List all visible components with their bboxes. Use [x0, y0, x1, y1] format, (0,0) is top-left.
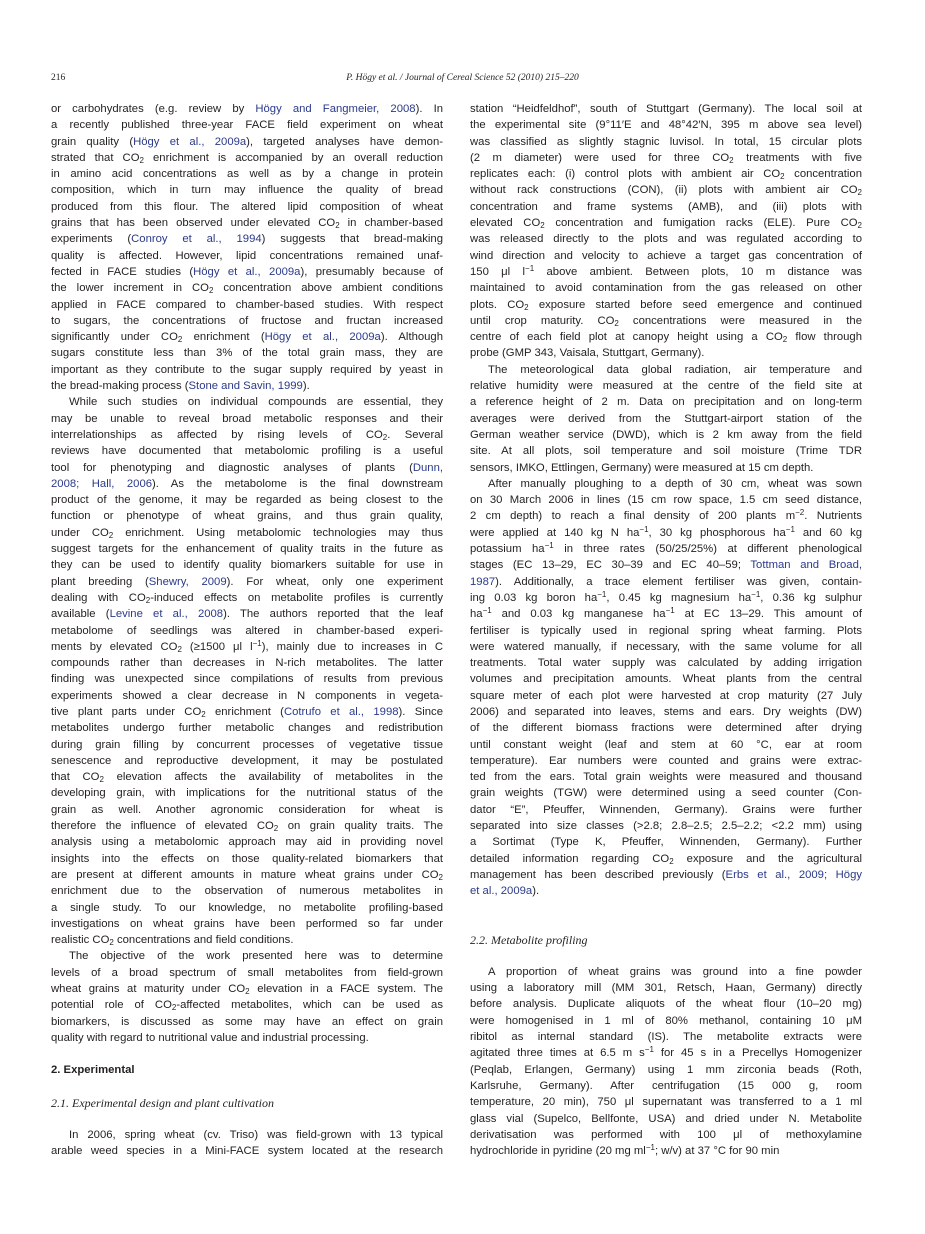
subsection-heading-design: 2.1. Experimental design and plant cultivation — [51, 1095, 274, 1110]
text-line: significantly under $CO_2$ enrichment (Högy et al., 2009a). Although — [51, 331, 443, 345]
text-line: analysis using a metabolomic approach may aid in providing novel — [51, 836, 443, 849]
superscript: −1 — [597, 589, 607, 599]
subscript: 2 — [171, 1003, 177, 1013]
text-line: In 2006, spring wheat (cv. Triso) was field-grown with 13 typical — [69, 1128, 443, 1141]
text-line: probe (GMP 343, Vaisala, Stuttgart, Germany). — [470, 347, 705, 360]
text-line: centre of each field plot at canopy height using a $CO_2$ flow through — [470, 331, 862, 345]
text-line: concentration and frame systems (AMB), and (iii) plots with — [470, 200, 862, 213]
superscript: −1 — [525, 263, 535, 273]
superscript: −1 — [644, 1045, 654, 1055]
running-header — [51, 73, 874, 87]
text-line: agitated three times at 6.5 m $s^{-1}$ for 45 s in a Precellys Homogenizer — [470, 1045, 862, 1060]
text-line: realistic $CO_2$ concentrations and field conditions. — [51, 934, 294, 948]
text-line: tive plant parts under $CO_2$ enrichment (Cotrufo et al., 1998). Since — [51, 705, 443, 719]
text-line: (Peqlab, Erlangen, Germany) using 1 mm zirconia beads (Roth, — [470, 1063, 862, 1076]
text-line: to sugars, the concentrations of fructose and fructan increased — [51, 314, 443, 327]
text-line: during grain filling by concurrent processes of vegetative tissue — [51, 738, 443, 751]
text-line: were homogenised in 1 ml of 80% methanol, containing 10 μM — [470, 1014, 862, 1027]
left-after-text — [51, 1127, 443, 1160]
text-line: metabolites undergo further metabolic changes and redistribution — [51, 722, 443, 735]
superscript: −1 — [645, 1143, 655, 1153]
citation-link[interactable]: Högy and Fangmeier, 2008 — [255, 103, 416, 115]
right-column — [470, 101, 862, 1159]
text-line: of the different biomass fractions were determined after drying — [470, 722, 862, 735]
text-line: finding was unexpected since compilations of results from previous — [51, 673, 443, 686]
text-line: senescence and reproductive development, it may be postulated — [51, 754, 443, 767]
subscript: 2 — [208, 286, 214, 296]
text-line: separated into size classes (>2.8; 2.8–2.5; 2.5–2.2; <2.2 mm) using — [470, 820, 862, 833]
citation-link[interactable]: Levine et al., 2008 — [109, 608, 224, 621]
subscript: 2 — [177, 644, 182, 654]
text-line: dator “E”, Pfeuffer, Winnenden, Germany). Grains were further — [470, 803, 862, 816]
subscript: 2 — [857, 221, 862, 231]
citation-link[interactable]: Högy et al., 2009a — [133, 135, 247, 148]
text-line: ing 0.03 kg boron $ha^{-1}$, 0.45 kg magnesium $ha^{-1}$, 0.36 kg sulphur — [470, 589, 862, 604]
subscript: 2 — [108, 530, 114, 540]
subscript: 2 — [99, 775, 104, 785]
citation-link[interactable]: Högy et al., 2009a — [264, 331, 381, 344]
text-line: before analysis. Duplicate aliquots of the wheat flour (10–20 mg) — [470, 998, 862, 1011]
text-line: German weather service (DWD), which is 2 km away from the field — [470, 428, 862, 441]
text-line: wind direction and velocity to achieve a target gas concentration of — [470, 249, 862, 262]
text-line: produced from this flour. The altered lipid composition of wheat — [51, 200, 443, 213]
text-line: averages were derived from the Stuttgart-airport station of the — [470, 412, 862, 425]
text-line: sugars constitute less than 3% of the total grain mass, they are — [51, 347, 443, 360]
text-line: derivatisation was performed with 100 μl of methoxylamine — [470, 1128, 862, 1141]
text-line: without rack constructions (CON), (ii) plots with ambient air $CO_2$ — [470, 184, 862, 198]
text-line: therefore the influence of elevated $CO_2$ on grain quality traits. The — [51, 820, 443, 834]
citation-link[interactable]: 1987 — [470, 575, 496, 588]
text-line: $ha^{-1}$ and 0.03 kg manganese $ha^{-1}$ at EC 13–29. This amount of — [470, 606, 862, 621]
text-line: metabolome of seedlings was altered in chamber-based experi- — [51, 624, 443, 637]
text-line: volumes and precipitation amounts. Wheat plants from the central — [470, 673, 862, 686]
text-line: function or phenotype of wheat grains, and thus grain quality, — [51, 510, 443, 523]
superscript: −1 — [252, 638, 262, 648]
subscript: 2 — [614, 318, 619, 328]
text-line: grain as well. Another agronomic consideration for wheat is — [51, 803, 443, 816]
page-number: 216 — [51, 73, 66, 83]
subsection-heading-metabolite-profiling: 2.2. Metabolite profiling — [470, 932, 588, 947]
text-line: sensors, IMKO, Ettlingen, Germany) were measured at 15 cm depth. — [470, 461, 814, 474]
text-line: may be unable to reveal broad metabolic responses and their — [51, 412, 443, 425]
text-line: were watered manually, if necessary, with the same volume for all — [470, 640, 862, 653]
text-line: 2 cm depth) to reach a final density of 200 plants $m^{-2}$. Nutrients — [470, 508, 862, 523]
text-line: potential role of $CO_2$-affected metabolites, which can be used as — [51, 999, 443, 1013]
text-line: 2006) and separated into leaves, stems and ears. Dry weights (DW) — [470, 705, 862, 718]
text-line: Karlsruhe, Germany). After centrifugation (15 000 g, room — [470, 1079, 862, 1092]
text-line: maintained to avoid contamination from the gas released on other — [470, 282, 862, 295]
text-line: experiments (Conroy et al., 1994) suggests that bread-making — [51, 233, 443, 246]
subscript: 2 — [729, 155, 734, 165]
text-line: grain quality (Högy et al., 2009a), targeted analyses have demon- — [51, 135, 443, 148]
subscript: 2 — [109, 938, 114, 948]
text-line: glass vial (Supelco, Bellfonte, USA) and dried under N. Metabolite — [470, 1112, 862, 1125]
running-title: P. Högy et al. / Journal of Cereal Science 52 (2010) 215–220 — [346, 73, 579, 83]
subscript: 2 — [782, 335, 788, 345]
citation-link[interactable]: Högy et al., 2009a — [193, 265, 301, 278]
subscript: 2 — [145, 595, 151, 605]
text-line: developing grain, with implications for the nutritional status of the — [51, 787, 443, 800]
text-line: grains that has been observed under elevated $CO_2$ in chamber-based — [51, 217, 443, 231]
text-line: the experimental site (9°11′E and 48°42′N, 395 m above sea level) — [470, 119, 862, 132]
text-line: The meteorological data global radiation, air temperature and — [488, 363, 862, 376]
text-line: wheat grains at maturity under $CO_2$ elevation in a FACE system. The — [51, 983, 443, 997]
text-line: hydrochloride in pyridine (20 mg $ml^{-1}$; w/v) at 37 °C for 90 min — [470, 1143, 780, 1158]
text-line: a recently published three-year FACE field experiment on wheat — [51, 119, 443, 132]
text-line: The objective of the work presented here was to determine — [69, 950, 443, 963]
text-line: replicates each: (i) control plots with ambient air $CO_2$ concentration — [470, 168, 862, 182]
text-line: on 30 March 2006 in lines (15 cm row space, 1.5 cm seed distance, — [470, 494, 862, 507]
text-line: enrichment due to the observation of numerous metabolites in — [51, 885, 443, 898]
citation-link[interactable]: 2008; Hall, 2006 — [51, 477, 153, 490]
text-line: elevated $CO_2$ concentration and fumigation racks (ELE). Pure $CO_2$ — [470, 217, 862, 231]
subscript: 2 — [245, 987, 250, 997]
text-line: fertiliser is typically used in regional spring wheat farming. Plots — [470, 624, 862, 637]
text-line: interrelationships as affected by rising levels of $CO_2$. Several — [51, 428, 444, 442]
text-line: the lower increment in $CO_2$ concentration above ambient conditions — [51, 282, 444, 296]
spacer — [470, 948, 862, 964]
text-line: ted from the ears. Total grain weights were measured and thousand — [470, 771, 862, 784]
text-line: site. At all plots, soil temperature and soil moisture (Trime TDR — [470, 445, 862, 458]
text-line: potassium $ha^{-1}$ in three rates (50/25/25%) at different phenological — [470, 541, 862, 556]
subscript: 2 — [139, 155, 144, 165]
text-line: plots. $CO_2$ exposure started before seed emergence and continued — [470, 298, 862, 312]
text-line: are present at different amounts in mature wheat grains under $CO_2$ — [51, 868, 443, 882]
citation-link[interactable]: Conroy et al., 1994 — [131, 233, 262, 246]
spacer — [51, 1111, 443, 1127]
text-line: temperature, 20 min), 750 μl supernatant was transferred to a 1 ml — [470, 1096, 862, 1109]
superscript: −1 — [751, 589, 761, 599]
text-line: strated that $CO_2$ enrichment is accompanied by an overall reduction — [51, 151, 443, 165]
superscript: −2 — [795, 508, 805, 518]
text-line: suggest targets for the enhancement of quality traits in the future as — [51, 543, 443, 556]
subscript: 2 — [335, 221, 340, 231]
superscript: −1 — [482, 606, 492, 616]
text-line: grain weights (TGW) were determined using a seed counter (Con- — [470, 787, 862, 800]
text-line: dealing with $CO_2$-induced effects on metabolite profiles is currently — [51, 591, 443, 605]
text-line: temperature). Ear numbers were counted and grains were extrac- — [470, 754, 862, 767]
citation-link[interactable]: Cotrufo et al., 1998 — [283, 705, 399, 718]
text-line: (2 m diameter) were used for three $CO_2$ treatments with five — [470, 151, 863, 165]
citation-link[interactable]: Tottman and Broad, — [750, 559, 862, 572]
left-body-text — [51, 101, 443, 1046]
text-line: plant breeding (Shewry, 2009). For wheat, only one experiment — [51, 575, 443, 588]
text-line: While such studies on individual compounds are essential, they — [69, 396, 443, 409]
text-line: reviews have documented that metabolomic profiling is a useful — [51, 445, 443, 458]
superscript: −1 — [785, 524, 795, 534]
text-line: product of the genome, it may be regarded as being closest to the — [51, 494, 443, 507]
superscript: −1 — [544, 541, 554, 551]
subscript: 2 — [273, 824, 279, 834]
text-line: detailed information regarding $CO_2$ exposure and the agricultural — [470, 852, 862, 866]
text-line: 1987). Additionally, a trace element fertiliser was given, contain- — [470, 575, 862, 588]
text-line: the bread-making process (Stone and Savin, 1999). — [51, 380, 310, 393]
text-line: treatments. Total water supply was calculated by adding irrigation — [470, 657, 862, 670]
text-line: levels of a broad spectrum of small metabolites from field-grown — [51, 966, 443, 979]
text-line: using a laboratory mill (MM 301, Retsch, Haan, Germany) directly — [470, 982, 862, 995]
text-line: 150 μl $l^{-1}$ above ambient. Between plots, 10 m distance was — [470, 263, 863, 278]
text-line: composition, which in turn may influence the quality of bread — [51, 184, 443, 197]
subscript: 2 — [780, 172, 785, 182]
text-line: tool for phenotyping and diagnostic analyses of plants (Dunn, — [51, 461, 443, 474]
text-line: experiments showed a clear decrease in N components in vegeta- — [51, 689, 443, 702]
text-line: biomarkers, is discussed as some may have an effect on grain — [51, 1015, 443, 1028]
text-line: were applied at 140 kg N $ha^{-1}$, 30 kg phosphorous $ha^{-1}$ and 60 kg — [470, 524, 863, 539]
superscript: −1 — [665, 606, 675, 616]
text-line: management has been described previously (Erbs et al., 2009; Högy — [470, 868, 862, 881]
text-line: stages (EC 13–29, EC 30–39 and EC 40–59; Tottman and Broad, — [470, 559, 862, 572]
text-line: 2008; Hall, 2006). As the metabolome is the final downstream — [51, 477, 443, 490]
superscript: −1 — [639, 524, 649, 534]
spacer — [470, 900, 862, 916]
subscript: 2 — [857, 188, 862, 198]
text-line: a single study. To our knowledge, no metabolite profiling-based — [51, 901, 443, 914]
text-line: that $CO_2$ elevation affects the availability of metabolites in the — [51, 771, 443, 785]
text-line: until crop maturity. $CO_2$ concentrations were measured in the — [470, 314, 862, 328]
citation-link[interactable]: Dunn, — [412, 461, 443, 474]
right-after-text — [470, 964, 862, 1160]
text-line: in amino acid concentrations as well as by a change in protein — [51, 168, 443, 181]
subscript: 2 — [438, 872, 443, 882]
text-line: A proportion of wheat grains was ground into a fine powder — [488, 965, 862, 978]
text-line: After manually ploughing to a depth of 30 cm, wheat was sown — [488, 477, 862, 490]
text-line: or carbohydrates (e.g. review by Högy and Fangmeier, 2008). In — [51, 103, 443, 115]
text-line: fected in FACE studies (Högy et al., 2009a), presumably because of — [51, 265, 443, 278]
right-body-text — [470, 101, 862, 900]
text-line: they can be used to identify quality biomarkers suitable for use in — [51, 559, 443, 572]
text-line: et al., 2009a). — [470, 885, 540, 898]
subscript: 2 — [382, 432, 388, 442]
text-line: investigations on wheat grains have been performed so far under — [51, 917, 443, 930]
text-line: quality with regard to nutritional value and industrial processing. — [51, 1031, 369, 1044]
text-line: square meter of each plot were harvested at crop maturity (27 July — [470, 689, 862, 702]
text-line: a reference height of 2 m. Data on precipitation and on long-term — [470, 396, 862, 409]
citation-link[interactable]: Stone and Savin, 1999 — [188, 380, 303, 393]
text-line: was classified as slightly stagnic luvisol. In total, 15 circular plots — [470, 135, 862, 148]
text-line: until constant weight (leaf and stem at 60 °C, ear at room — [470, 738, 862, 751]
text-line: important as they contribute to the sugar supply required by yeast in — [51, 363, 443, 376]
text-line: under $CO_2$ enrichment. Using metabolomic technologies may thus — [51, 526, 444, 540]
subscript: 2 — [540, 221, 545, 231]
text-line: a Sortimat (Type K, Pfeuffer, Winnenden, Germany). Further — [470, 836, 862, 849]
text-line: available (Levine et al., 2008). The authors reported that the leaf — [51, 608, 443, 621]
text-line: relative humidity were measured at the centre of the field site at — [470, 380, 862, 393]
text-line: ments by elevated $CO_2$ (≥1500 μl $l^{-1}$), mainly due to increases in C — [51, 638, 443, 654]
subscript: 2 — [201, 709, 206, 719]
text-line: was released directly to the plots and was regulated according to — [470, 233, 862, 246]
citation-link[interactable]: et al., 2009a — [470, 885, 533, 898]
text-line: applied in FACE compared to chamber-based studies. With respect — [51, 298, 443, 311]
section-heading-experimental: 2. Experimental — [51, 1064, 135, 1077]
subscript: 2 — [177, 335, 183, 345]
text-line: insights into the effects on those quality-related biomarkers that — [51, 852, 443, 865]
text-line: arable weed species in a Mini-FACE system located at the research — [51, 1145, 443, 1158]
citation-link[interactable]: Shewry, 2009 — [148, 575, 227, 588]
text-line: compounds rather than decreases in N-rich metabolites. The latter — [51, 657, 443, 670]
text-line: quality is affected. However, lipid concentrations remained unaf- — [51, 249, 443, 262]
left-column — [51, 101, 443, 1159]
text-line: ribitol as internal standard (IS). The metabolite extracts were — [470, 1031, 862, 1044]
subscript: 2 — [524, 302, 529, 312]
subscript: 2 — [669, 856, 674, 866]
text-line: station “Heidfeldhof”, south of Stuttgart (Germany). The local soil at — [470, 103, 862, 115]
citation-link[interactable]: Erbs et al., 2009; Högy — [725, 868, 862, 881]
